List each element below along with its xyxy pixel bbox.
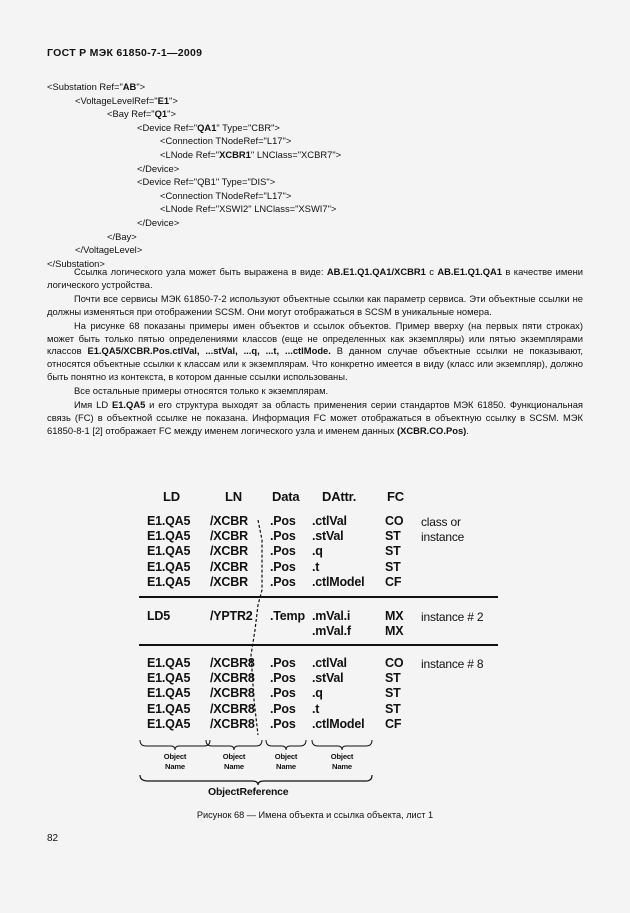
xml-text: <VoltageLevelRef=" [75,94,158,106]
text: Имя LD [74,399,112,411]
xml-ref: AB [122,81,137,92]
group1-cell-fc: CF [385,574,402,589]
group1-cell-fc: ST [385,544,401,559]
group2-cell-ln: /YPTR2 [210,609,253,623]
object-name-label [266,752,306,772]
group2-cell-data: .Temp [270,609,305,623]
xml-text: <LNode Ref=" [160,148,220,160]
object-label-line: Name [276,762,296,771]
xml-ref: E1 [157,94,170,106]
xml-ref: XCBR1 [219,148,251,160]
object-label-line: Name [224,762,244,771]
bold-text: E1.QA5/XCBR.Pos.ctlVal, ...stVal, ...q, ...t, ...ctlMode. [87,345,331,357]
object-label-line: Name [332,762,352,771]
group2-cell-fc: MX [385,624,404,639]
group2-cell-fc: MX [385,609,404,623]
xml-line: <Device Ref="QB1" Type="DIS"> [137,176,276,188]
xml-line: <Connection TNodeRef="L17"> [160,135,292,147]
group3-cell-ln: /XCBR8 [210,716,255,731]
group3-cell-fc: ST [385,686,401,701]
paragraph: Почти все сервисы МЭК 61850-7-2 используют объектные ссылки как параметр сервиса. Эти объектные ссылки не должны изменяться при отображении SCSM. Они могут отображаться в SCSM в уникальные номера. [47,293,583,317]
xml-text: "> [169,94,178,106]
group3-cell-ln: /XCBR8 [210,671,255,686]
object-label-line: Object [222,752,246,761]
xml-ref: QA1 [197,121,217,133]
object-name-label [140,752,210,772]
group1-cell-dattr: .stVal [312,529,344,544]
xml-text: "> [167,108,176,120]
column-header-fc: FC [387,489,404,504]
group3-cell-dattr: .ctlModel [312,716,365,731]
xml-text: <Device Ref=" [137,121,198,133]
group1-cell-data: .Pos [270,544,296,559]
text: . [466,424,469,436]
xml-text: "> [136,81,146,92]
page-number: 82 [47,833,59,844]
bold-text: AB.E1.Q1.QA1/XCBR1 [326,266,426,277]
group1-cell-data: .Pos [270,559,296,574]
group1-cell-ln: /XCBR [210,514,248,528]
group3-cell-fc: CF [385,716,402,731]
text: в качестве имени логического устройства. [47,266,583,290]
group2-cell-dattr: .mVal.i [312,609,351,623]
group3-cell-fc: ST [385,701,401,716]
group1-cell-ld: E1.QA5 [147,529,191,544]
object-name-label [206,752,262,772]
group1-cell-ln: /XCBR [210,559,248,574]
document-header: ГОСТ Р МЭК 61850-7-1—2009 [47,47,203,59]
group1-cell-fc: CO [385,514,404,528]
group3-cell-ln: /XCBR8 [210,686,255,701]
xml-text: <Substation Ref=" [47,81,123,92]
object-label-line: Object [274,752,298,761]
annotation-instance-2: instance # 2 [421,610,484,624]
xml-line: </Device> [137,162,180,174]
group1-cell-dattr: .q [312,544,323,559]
annotation-instance: instance [421,530,465,544]
group1-cell-ln: /XCBR [210,574,248,589]
group1-cell-ld: E1.QA5 [147,544,191,559]
group3-cell-ld: E1.QA5 [147,656,191,670]
text: и его структура выходят за область применения серии стандартов МЭК 61850. Функциональная связь (FC) в объектной ссылке не показана. Информация FC может отображаться в объектную ссылку в SCSM. МЭК 61850-8-1 [2] отображает FC между именем логического узла и именем данных [47,399,583,436]
group1-cell-ln: /XCBR [210,544,248,559]
text: Ссылка логического узла может быть выражена в виде: [74,266,327,277]
text: В данном случае объектные ссылки не показывают, относятся объектные ссылки к классам или к экземплярам. Что конкретно имеется в виду (класс или экземпляр), должно быть понятно из контекста, в котором данные ссылки использованы. [47,345,583,382]
xml-line: </VoltageLevel> [75,244,143,256]
object-name-label [312,752,372,772]
xml-text: " LNClass="XCBR7"> [250,148,342,160]
object-label-line: Object [330,752,354,761]
xml-text: " Type="CBR"> [216,121,280,133]
group3-cell-dattr: .q [312,686,323,701]
group1-cell-data: .Pos [270,574,296,589]
object-name-brace [206,740,262,750]
group3-cell-dattr: .t [312,701,320,716]
xml-line: <Connection TNodeRef="L17"> [160,189,292,201]
group3-cell-data: .Pos [270,701,296,716]
column-header-data: Data [272,489,300,504]
group2-cell-dattr: .mVal.f [312,624,351,639]
annotation-instance-8: instance # 8 [421,657,484,671]
group3-cell-ln: /XCBR8 [210,656,255,670]
group1-cell-ln: /XCBR [210,529,248,544]
group3-cell-data: .Pos [270,671,296,686]
column-header-dattr: DAttr. [322,489,357,504]
column-header-ln: LN [225,489,242,504]
object-name-brace [312,740,372,750]
group1-cell-dattr: .ctlModel [312,574,365,589]
bold-text: E1.QA5 [111,399,146,411]
xml-line: </Substation> [47,257,105,269]
object-name-brace [266,740,306,750]
text: На рисунке 68 показаны примеры имен объектов и ссылок объектов. Пример вверху (на первых пяти строках) может быть только пятью определениями классов (еще не определенных как экземпляры) или пятью экземплярами классов [47,320,583,357]
column-header-ld: LD [163,489,180,504]
group3-cell-data: .Pos [270,656,296,670]
group1-cell-ld: E1.QA5 [147,559,191,574]
group3-cell-ld: E1.QA5 [147,716,191,731]
group3-cell-data: .Pos [270,686,296,701]
paragraph: Все остальные примеры относятся только к экземплярам. [74,385,329,397]
group3-cell-dattr: .ctlVal [312,656,347,670]
group3-cell-ld: E1.QA5 [147,701,191,716]
xml-text: <Bay Ref=" [107,108,155,120]
group2-cell-ld: LD5 [147,609,171,623]
group1-cell-data: .Pos [270,514,296,528]
text: с [425,266,438,277]
group1-cell-dattr: .ctlVal [312,514,347,528]
group1-cell-ld: E1.QA5 [147,514,191,528]
group1-cell-dattr: .t [312,559,320,574]
group3-cell-ln: /XCBR8 [210,701,255,716]
object-label-line: Object [163,752,187,761]
annotation-class-or: class or [421,515,461,529]
xml-line: </Bay> [107,230,137,242]
group3-cell-ld: E1.QA5 [147,686,191,701]
group3-cell-dattr: .stVal [312,671,344,686]
group3-cell-fc: ST [385,671,401,686]
object-reference-label: ObjectReference [208,786,289,798]
object-name-brace [140,740,210,750]
xml-line: </Device> [137,216,180,228]
object-label-line: Name [165,762,185,771]
group1-cell-fc: ST [385,529,401,544]
bold-text: AB.E1.Q1.QA1 [437,266,502,277]
group1-cell-data: .Pos [270,529,296,544]
group1-cell-ld: E1.QA5 [147,574,191,589]
group3-cell-data: .Pos [270,716,296,731]
figure-caption: Рисунок 68 — Имена объекта и ссылка объекта, лист 1 [196,810,434,820]
group3-cell-ld: E1.QA5 [147,671,191,686]
xml-ref: Q1 [154,108,168,120]
bold-text: (XCBR.CO.Pos) [397,424,467,436]
group3-cell-fc: CO [385,656,404,670]
group1-cell-fc: ST [385,559,401,574]
xml-line: <LNode Ref="XSWI2" LNClass="XSWI7"> [160,203,337,215]
object-reference-brace [140,775,372,785]
